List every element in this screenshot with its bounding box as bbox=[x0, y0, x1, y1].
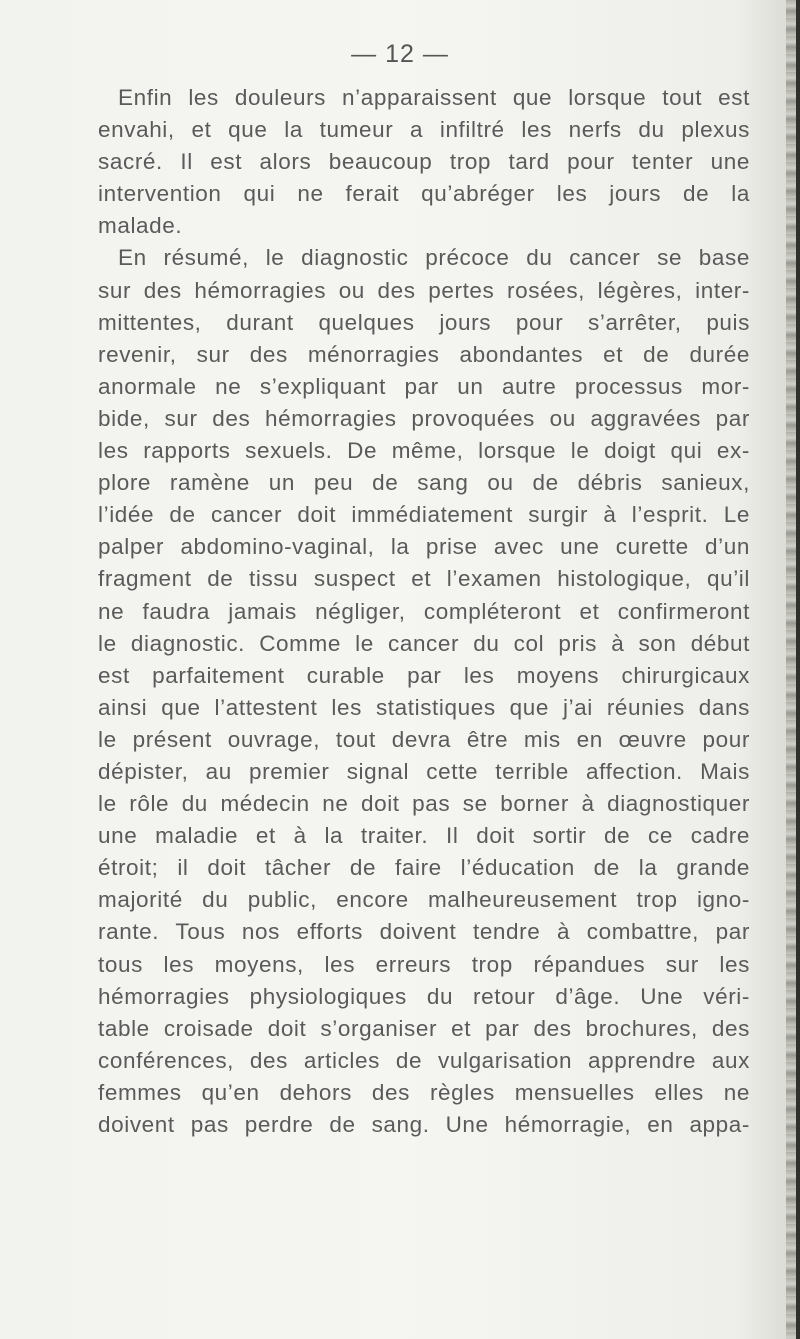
text-line: doivent pas perdre de sang. Une hémorragie, en appa- bbox=[98, 1112, 750, 1137]
text-line: revenir, sur des ménorragies abondantes et de durée bbox=[98, 341, 750, 367]
text-line: tous les moyens, les erreurs trop répandues sur les bbox=[98, 951, 750, 977]
text-line: intervention qui ne ferait qu’abréger les jours de la bbox=[98, 181, 750, 207]
page-number: — 12 — bbox=[351, 40, 449, 68]
text-line: palper abdomino-vaginal, la prise avec une curette d’un bbox=[98, 534, 750, 560]
text-line: plore ramène un peu de sang ou de débris sanieux, bbox=[98, 470, 750, 496]
text-line: est parfaitement curable par les moyens chirurgicaux bbox=[98, 662, 750, 688]
text-line: malade. bbox=[98, 213, 183, 239]
text-line: le présent ouvrage, tout devra être mis en œuvre pour bbox=[98, 726, 750, 752]
text-line: conférences, des articles de vulgarisation apprendre aux bbox=[98, 1047, 750, 1073]
body-text bbox=[98, 82, 750, 1141]
page-edge-shadow bbox=[796, 0, 800, 1339]
text-line: majorité du public, encore malheureusement trop igno- bbox=[98, 887, 750, 913]
text-line: les rapports sexuels. De même, lorsque le doigt qui ex- bbox=[98, 438, 750, 464]
text-line: bide, sur des hémorragies provoquées ou aggravées par bbox=[98, 405, 750, 431]
text-line: sur des hémorragies ou des pertes rosées, légères, inter- bbox=[98, 277, 750, 303]
text-line: ainsi que l’attestent les statistiques que j’ai réunies dans bbox=[98, 694, 750, 720]
text-line: table croisade doit s’organiser et par des brochures, des bbox=[98, 1015, 750, 1041]
text-line: le rôle du médecin ne doit pas se borner à diagnostiquer bbox=[98, 791, 750, 817]
text-line: Enfin les douleurs n’apparaissent que lorsque tout est bbox=[118, 85, 750, 110]
text-line: sacré. Il est alors beaucoup trop tard pour tenter une bbox=[98, 149, 750, 175]
text-line: En résumé, le diagnostic précoce du cancer se base bbox=[118, 245, 750, 271]
text-line: ne faudra jamais négliger, compléteront et confirmeront bbox=[98, 598, 750, 624]
text-line: hémorragies physiologiques du retour d’âge. Une véri- bbox=[98, 983, 750, 1009]
text-line: l’idée de cancer doit immédiatement surgir à l’esprit. Le bbox=[98, 502, 750, 528]
text-line: rante. Tous nos efforts doivent tendre à combattre, par bbox=[98, 919, 750, 945]
text-line: le diagnostic. Comme le cancer du col pris à son début bbox=[98, 630, 750, 656]
text-line: dépister, au premier signal cette terrible affection. Mais bbox=[98, 758, 750, 784]
text-line: anormale ne s’expliquant par un autre processus mor- bbox=[98, 373, 750, 399]
text-line: étroit; il doit tâcher de faire l’éducation de la grande bbox=[98, 855, 750, 881]
text-line: mittentes, durant quelques jours pour s’arrêter, puis bbox=[98, 309, 750, 335]
text-line: fragment de tissu suspect et l’examen histologique, qu’il bbox=[98, 566, 750, 592]
text-line: une maladie et à la traiter. Il doit sortir de ce cadre bbox=[98, 823, 750, 849]
text-line: envahi, et que la tumeur a infiltré les nerfs du plexus bbox=[98, 117, 750, 143]
text-line: femmes qu’en dehors des règles mensuelles elles ne bbox=[98, 1079, 750, 1105]
